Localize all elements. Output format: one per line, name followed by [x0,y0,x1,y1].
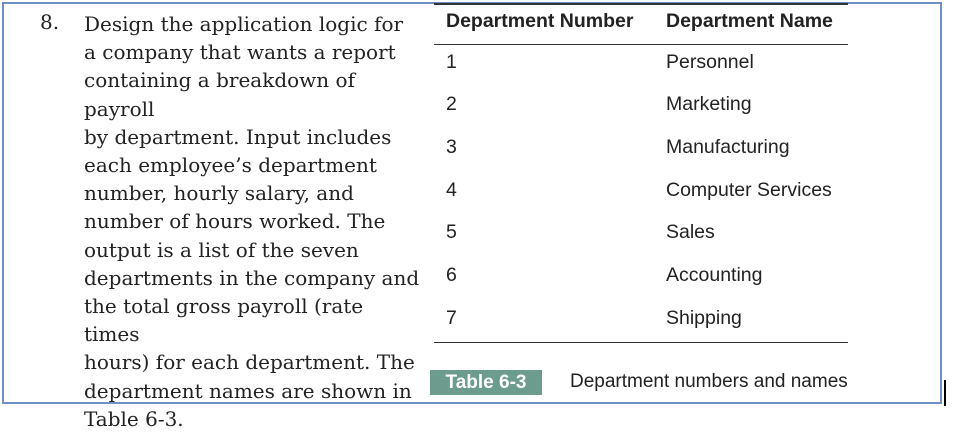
row-2-number: 2 [446,93,457,115]
problem-line: department names are shown in [84,378,412,403]
row-6-name: Accounting [666,264,763,286]
edge-mark [944,380,946,406]
problem-line: by department. Input includes [84,124,392,149]
table-bottom-rule [434,342,848,343]
row-4-name: Computer Services [666,179,832,201]
table-top-rule [434,3,848,5]
row-5-number: 5 [446,221,457,243]
problem-line: Table 6-3. [84,406,184,431]
row-4-number: 4 [446,179,457,201]
table-caption-label: Table 6-3 [430,370,542,395]
row-1-name: Personnel [666,51,754,73]
row-2-name: Marketing [666,93,752,115]
problem-line: Design the application logic for [84,12,404,36]
row-1-number: 1 [446,51,457,73]
problem-line: the total gross payroll (rate times [84,294,364,347]
problem-line: containing a breakdown of payroll [84,68,355,121]
row-7-number: 7 [446,307,457,329]
problem-line: number, hourly salary, and [84,181,354,206]
problem-line: a company that wants a report [84,40,396,65]
problem-line: output is a list of the seven [84,237,359,262]
problem-line: number of hours worked. The [84,209,386,234]
problem-line: hours) for each department. The [84,350,415,375]
header-department-name: Department Name [666,10,833,32]
problem-line: each employee’s department [84,153,377,178]
row-5-name: Sales [666,221,715,243]
problem-line: departments in the company and [84,265,420,290]
problem-number: 8. [40,10,60,34]
row-3-number: 3 [446,136,457,158]
row-7-name: Shipping [666,307,742,329]
row-6-number: 6 [446,264,457,286]
header-department-number: Department Number [446,10,634,32]
problem-text [84,10,424,433]
row-3-name: Manufacturing [666,136,790,158]
table-header-rule [434,44,848,45]
table-caption-text: Department numbers and names [570,371,848,392]
